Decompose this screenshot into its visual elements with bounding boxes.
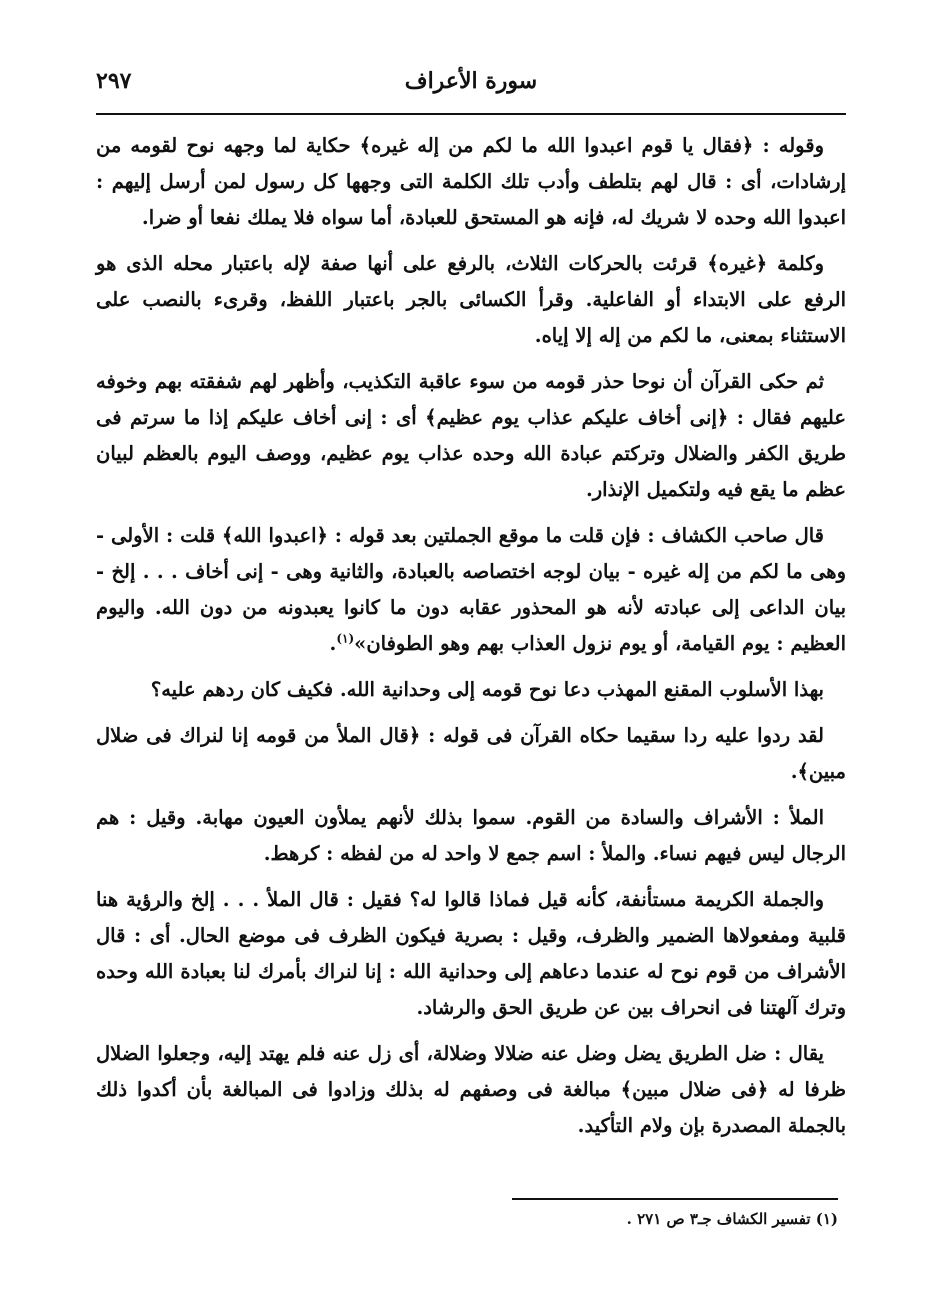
paragraph: وكلمة ﴿غيره﴾ قرئت بالحركات الثلاث، بالرفع على أنها صفة لإله باعتبار محله الذى هو الرفع على الابتداء أو الفاعلية. وقرأ الكسائى بالجر باعتبار اللفظ، وقرىء بالنصب على الاستثناء بمعنى، ما لكم من إله إلا إياه.: [96, 252, 846, 347]
body-text: [96, 128, 846, 1154]
page-header: [96, 62, 846, 106]
paragraph: وقوله : ﴿فقال يا قوم اعبدوا الله ما لكم من إله غيره﴾ حكاية لما وجهه نوح لقومه من إرشادات، أى : قال لهم بتلطف وأدب تلك الكلمة التى وجهها كل رسول لمن أرسل إليهم : اعبدوا الله وحده لا شريك له، فإنه هو المستحق للعبادة، أما سواه فلا يملك نفعا أو ضرا.: [96, 134, 846, 229]
page-number: ٢٩٧: [96, 68, 132, 94]
paragraph: الملأ : الأشراف والسادة من القوم. سموا بذلك لأنهم يملأون العيون مهابة. وقيل : هم الرجال ليس فيهم نساء. والملأ : اسم جمع لا واحد له من لفظه : كرهط.: [96, 806, 846, 865]
header-divider: [96, 113, 846, 115]
paragraph: [96, 364, 846, 508]
footnote-marker: (١): [336, 631, 355, 646]
surah-title: سورة الأعراف: [404, 68, 538, 94]
footnote: (١) تفسير الكشاف جـ٣ ص ٢٧١ .: [626, 1210, 838, 1228]
paragraph-text: قال صاحب الكشاف : فإن قلت ما موقع الجملتين بعد قوله : ﴿اعبدوا الله﴾ قلت : الأولى - وهى ما لكم من إله غيره - بيان لوجه اختصاصه بالعبادة، والثانية وهى - إنى أخاف . . . إلخ - بيان الداعى إلى عبادته لأنه هو المحذور عقابه دون ما كانوا يعبدونه من دون الله. واليوم العظيم : يوم القيامة، أو يوم نزول العذاب بهم وهو الطوفان»: [96, 524, 846, 655]
paragraph: لقد ردوا عليه ردا سقيما حكاه القرآن فى قوله : ﴿قال الملأ من قومه إنا لنراك فى ضلال مبين﴾.: [96, 724, 846, 783]
paragraph: بهذا الأسلوب المقنع المهذب دعا نوح قومه إلى وحدانية الله. فكيف كان ردهم عليه؟: [150, 678, 824, 701]
paragraph-text: ثم حكى القرآن أن نوحا حذر قومه من سوء عاقبة التكذيب، وأظهر لهم شفقته بهم وخوفه عليهم فقال : ﴿إنى أخاف عليكم عذاب يوم عظيم﴾ أى : إنى أخاف عليكم إذا ما سرتم فى طريق الكفر والضلال وتركتم عبادة الله وحده عذاب يوم عظيم، ووصف اليوم بالعظم لبيان عظم ما يقع فيه ولتكميل الإنذار.: [96, 370, 846, 501]
paragraph: يقال : ضل الطريق يضل وضل عنه ضلالا وضلالة، أى زل عنه فلم يهتد إليه، وجعلوا الضلال ظرفا له ﴿فى ضلال مبين﴾ مبالغة فى وصفهم له بذلك وزادوا فى المبالغة بأن أكدوا ذلك بالجملة المصدرة بإن ولام التأكيد.: [96, 1042, 846, 1137]
paragraph: والجملة الكريمة مستأنفة، كأنه قيل فماذا قالوا له؟ فقيل : قال الملأ . . . إلخ والرؤية هنا قلبية ومفعولاها الضمير والظرف، وقيل : بصرية فيكون الظرف فى موضع الحال. أى : قال الأشراف من قوم نوح له عندما دعاهم إلى وحدانية الله : إنا لنراك بأمرك لنا بعبادة الله وحده وترك آلهتنا فى انحراف بين عن طريق الحق والرشاد.: [96, 888, 846, 1019]
footnote-divider: [512, 1198, 838, 1200]
paragraph-with-footnote: قال صاحب الكشاف : فإن قلت ما موقع الجملتين بعد قوله : ﴿اعبدوا الله﴾ قلت : الأولى - وهى ما لكم من إله غيره - بيان لوجه اختصاصه بالعبادة، والثانية وهى - إنى أخاف . . . إلخ - بيان الداعى إلى عبادته لأنه هو المحذور عقابه دون ما كانوا يعبدونه من دون الله. واليوم العظيم : يوم القيامة، أو يوم نزول العذاب بهم وهو الطوفان»$^{(١)}$.: [96, 524, 846, 655]
